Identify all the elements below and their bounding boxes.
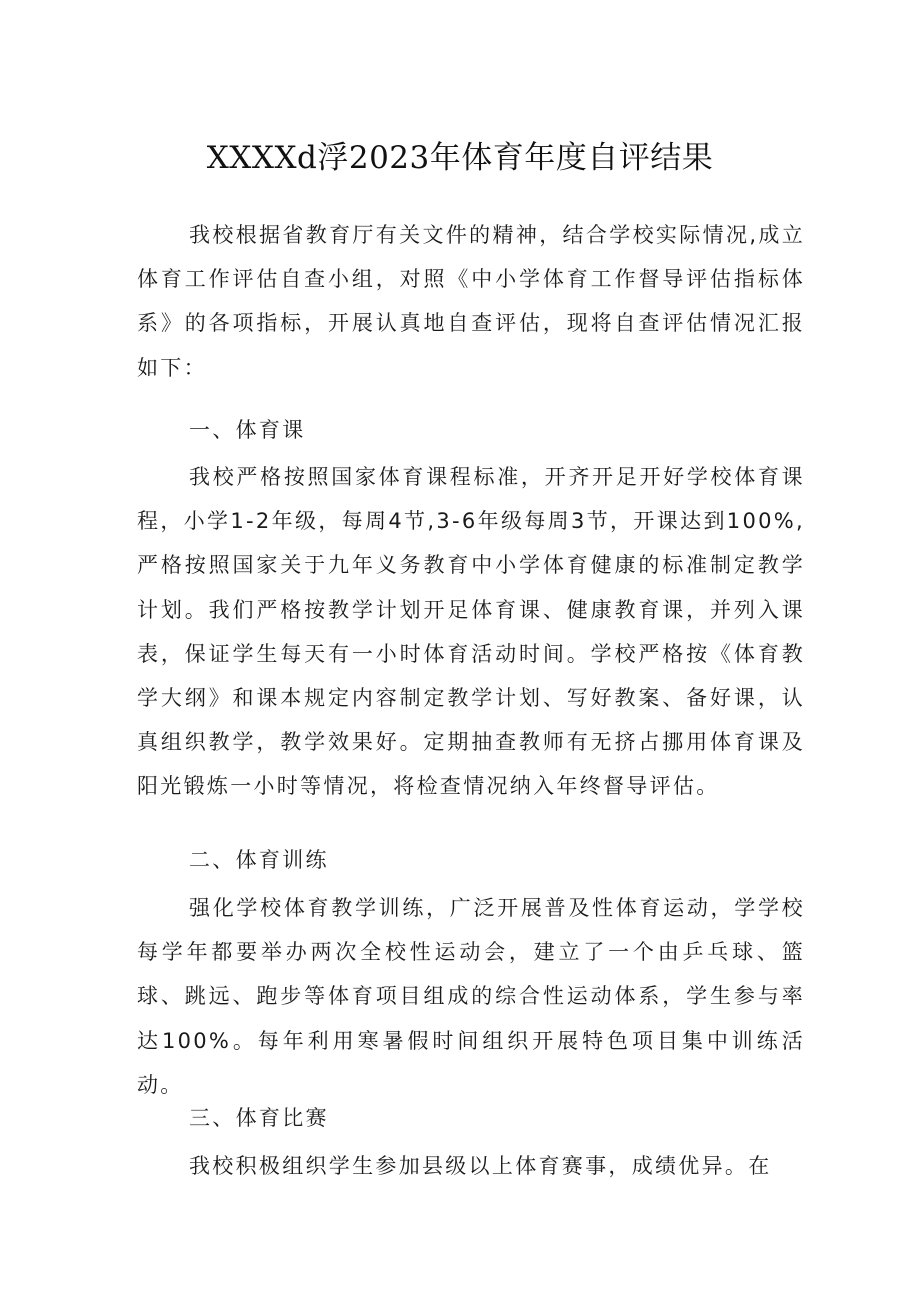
section-body-pe-training: 强化学校体育教学训练，广泛开展普及性体育运动，学学校每学年都要举办两次全校性运动会，建立了一个由乒乓球、篮球、跳远、跑步等体育项目组成的综合性运动体系，学生参与率达100%。每年利用寒暑假时间组织开展特色项目集中训练活动。 <box>137 896 805 1097</box>
section-heading-pe-competition: 三、体育比赛 <box>189 1106 329 1130</box>
section-heading-pe-class: 一、体育课 <box>189 418 306 442</box>
section-heading-pe-training: 二、体育训练 <box>189 848 329 872</box>
section-body-pe-class: 我校严格按照国家体育课程标准，开齐开足开好学校体育课程，小学1-2年级，每周4节,3-6年级每周3节，开课达到100%,严格按照国家关于九年义务教育中小学体育健康的标准制定教学计划。我们严格按教学计划开足体育课、健康教育课，并列入课表，保证学生每天有一小时体育活动时间。学校严格按《体育教学大纲》和课本规定内容制定教学计划、写好教案、备好课，认真组织教学，教学效果好。定期抽查教师有无挤占挪用体育课及阳光锻炼一小时等情况，将检查情况纳入年终督导评估。 <box>137 465 805 799</box>
document-title: XXXXd浮2023年体育年度自评结果 <box>206 140 714 176</box>
intro-paragraph: 我校根据省教育厅有关文件的精神，结合学校实际情况,成立体育工作评估自查小组，对照《中小学体育工作督导评估指标体系》的各项指标，开展认真地自查评估，现将自查评估情况汇报如下： <box>137 223 805 380</box>
section-body-pe-competition: 我校积极组织学生参加县级以上体育赛事，成绩优异。在 <box>189 1154 772 1178</box>
